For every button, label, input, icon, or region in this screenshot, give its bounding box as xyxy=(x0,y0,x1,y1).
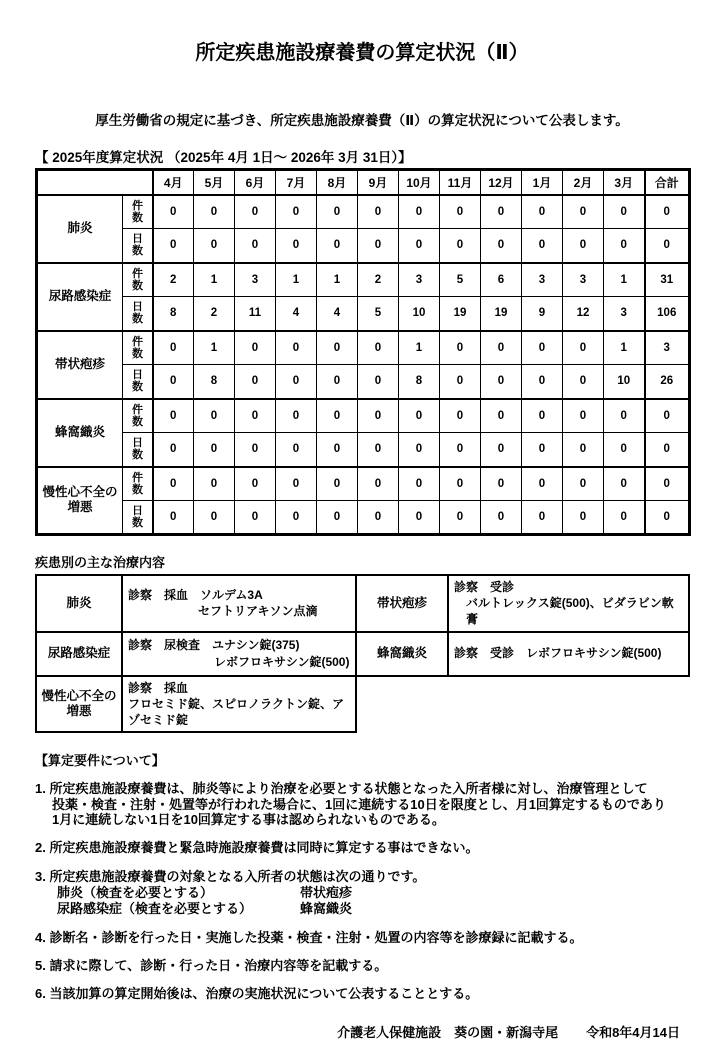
month-column-header: 2月 xyxy=(563,170,604,195)
requirements-section xyxy=(35,753,689,1002)
monthly-total-cell: 0 xyxy=(645,399,690,433)
unit-label-cases: 件数 xyxy=(123,195,153,229)
monthly-value-cell: 0 xyxy=(235,433,276,467)
monthly-value-cell: 0 xyxy=(153,399,194,433)
monthly-table-row xyxy=(37,263,690,297)
monthly-value-cell: 1 xyxy=(604,331,645,365)
month-column-header: 9月 xyxy=(358,170,399,195)
treatment-disease-label: 蜂窩織炎 xyxy=(356,632,448,676)
condition-pair-row xyxy=(35,901,689,916)
unit-label-days: 日数 xyxy=(123,501,153,535)
monthly-value-cell: 0 xyxy=(481,331,522,365)
monthly-value-cell: 0 xyxy=(317,365,358,399)
monthly-value-cell: 9 xyxy=(522,297,563,331)
monthly-value-cell: 0 xyxy=(563,399,604,433)
publish-date: 令和8年4月14日 xyxy=(586,1024,680,1040)
subtitle: 厚生労働省の規定に基づき、所定疾患施設療養費（Ⅱ）の算定状況について公表します。 xyxy=(95,113,629,128)
monthly-table-row xyxy=(37,297,690,331)
monthly-value-cell: 0 xyxy=(276,501,317,535)
treatment-line: 診察 受診 レボフロキサシン錠(500) xyxy=(454,646,662,661)
monthly-value-cell: 0 xyxy=(153,331,194,365)
monthly-value-cell: 0 xyxy=(440,433,481,467)
monthly-value-cell: 2 xyxy=(358,263,399,297)
monthly-value-cell: 3 xyxy=(522,263,563,297)
monthly-value-cell: 0 xyxy=(153,467,194,501)
monthly-table-row xyxy=(37,331,690,365)
monthly-value-cell: 0 xyxy=(153,501,194,535)
monthly-value-cell: 8 xyxy=(399,365,440,399)
treatment-disease-label: 尿路感染症 xyxy=(36,632,122,676)
monthly-value-cell: 0 xyxy=(563,195,604,229)
document-footer xyxy=(0,1022,724,1041)
monthly-value-cell: 0 xyxy=(194,399,235,433)
treatment-detail-cell xyxy=(448,632,689,676)
monthly-total-cell: 0 xyxy=(645,229,690,263)
monthly-value-cell: 0 xyxy=(194,433,235,467)
treatment-detail-cell xyxy=(122,632,356,676)
page-title: 所定疾患施設療養費の算定状況（Ⅱ） xyxy=(195,42,529,64)
monthly-value-cell: 0 xyxy=(317,399,358,433)
monthly-value-cell: 0 xyxy=(399,501,440,535)
monthly-value-cell: 11 xyxy=(235,297,276,331)
monthly-value-cell: 19 xyxy=(440,297,481,331)
monthly-value-cell: 1 xyxy=(399,331,440,365)
monthly-value-cell: 3 xyxy=(399,263,440,297)
monthly-value-cell: 0 xyxy=(358,433,399,467)
requirement-item-4: 4. 診断名・診断を行った日・実施した投薬・検査・注射・処置の内容等を診療録に記載する。 xyxy=(35,929,583,945)
monthly-value-cell: 0 xyxy=(563,365,604,399)
month-column-header: 6月 xyxy=(235,170,276,195)
monthly-value-cell: 0 xyxy=(276,399,317,433)
monthly-total-cell: 0 xyxy=(645,501,690,535)
monthly-value-cell: 3 xyxy=(235,263,276,297)
monthly-value-cell: 1 xyxy=(317,263,358,297)
monthly-value-cell: 0 xyxy=(317,195,358,229)
month-column-header: 4月 xyxy=(153,170,194,195)
monthly-total-cell: 31 xyxy=(645,263,690,297)
total-column-header: 合計 xyxy=(645,170,690,195)
disease-row-label: 尿路感染症 xyxy=(37,263,123,331)
monthly-value-cell: 0 xyxy=(481,365,522,399)
monthly-value-cell: 0 xyxy=(358,501,399,535)
monthly-value-cell: 0 xyxy=(276,331,317,365)
requirement-line: 1. 所定疾患施設療養費は、肺炎等により治療を必要とする状態となった入所者様に対し、治療管理として xyxy=(35,781,648,797)
monthly-value-cell: 0 xyxy=(358,467,399,501)
monthly-value-cell: 1 xyxy=(194,263,235,297)
monthly-value-cell: 0 xyxy=(522,365,563,399)
monthly-table-corner-cell xyxy=(37,170,153,195)
disease-row-label: 蜂窩織炎 xyxy=(37,399,123,467)
month-column-header: 1月 xyxy=(522,170,563,195)
treatment-detail-cell xyxy=(448,575,689,632)
unit-label-days: 日数 xyxy=(123,297,153,331)
monthly-value-cell: 1 xyxy=(604,263,645,297)
monthly-value-cell: 0 xyxy=(522,399,563,433)
monthly-value-cell: 0 xyxy=(153,365,194,399)
month-column-header: 11月 xyxy=(440,170,481,195)
monthly-value-cell: 0 xyxy=(235,467,276,501)
month-column-header: 3月 xyxy=(604,170,645,195)
month-column-header: 8月 xyxy=(317,170,358,195)
monthly-table-row xyxy=(37,365,690,399)
monthly-value-cell: 0 xyxy=(440,501,481,535)
monthly-value-cell: 12 xyxy=(563,297,604,331)
monthly-value-cell: 0 xyxy=(194,467,235,501)
monthly-value-cell: 10 xyxy=(399,297,440,331)
empty-region xyxy=(356,676,689,733)
monthly-value-cell: 0 xyxy=(522,433,563,467)
unit-label-cases: 件数 xyxy=(123,467,153,501)
monthly-value-cell: 0 xyxy=(522,467,563,501)
monthly-value-cell: 0 xyxy=(440,195,481,229)
monthly-value-cell: 6 xyxy=(481,263,522,297)
month-column-header: 7月 xyxy=(276,170,317,195)
monthly-table-row xyxy=(37,229,690,263)
monthly-value-cell: 2 xyxy=(194,297,235,331)
monthly-value-cell: 0 xyxy=(563,433,604,467)
monthly-total-cell: 3 xyxy=(645,331,690,365)
monthly-table-header-row xyxy=(37,170,690,195)
treatment-line: フロセミド錠、スピロノラクトン錠、アゾセミド錠 xyxy=(128,696,345,727)
unit-label-days: 日数 xyxy=(123,433,153,467)
monthly-value-cell: 0 xyxy=(604,399,645,433)
monthly-total-cell: 0 xyxy=(645,195,690,229)
requirement-item-2: 2. 所定疾患施設療養費と緊急時施設療養費は同時に算定する事はできない。 xyxy=(35,840,479,856)
monthly-value-cell: 8 xyxy=(153,297,194,331)
treatment-table-title: 疾患別の主な治療内容 xyxy=(35,555,166,570)
monthly-value-cell: 0 xyxy=(399,195,440,229)
monthly-value-cell: 0 xyxy=(317,331,358,365)
unit-label-cases: 件数 xyxy=(123,399,153,433)
monthly-value-cell: 0 xyxy=(481,229,522,263)
unit-label-cases: 件数 xyxy=(123,331,153,365)
monthly-value-cell: 0 xyxy=(604,467,645,501)
treatment-disease-label: 肺炎 xyxy=(36,575,122,632)
monthly-value-cell: 0 xyxy=(317,229,358,263)
period-header: 【 2025年度算定状況 （2025年 4月 1日～ 2026年 3月 31日）】 xyxy=(35,150,412,165)
monthly-value-cell: 0 xyxy=(563,467,604,501)
monthly-value-cell: 0 xyxy=(235,331,276,365)
monthly-value-cell: 0 xyxy=(604,195,645,229)
monthly-value-cell: 0 xyxy=(276,433,317,467)
monthly-total-cell: 0 xyxy=(645,467,690,501)
treatment-table-row xyxy=(36,676,689,733)
treatment-line: 診察 尿検査 ユナシン錠(375) xyxy=(128,638,300,653)
condition-left: 尿路感染症（検査を必要とする） xyxy=(57,901,253,917)
monthly-value-cell: 3 xyxy=(563,263,604,297)
treatment-disease-label: 帯状疱疹 xyxy=(356,575,448,632)
monthly-value-cell: 0 xyxy=(399,467,440,501)
treatment-line: 診察 採血 xyxy=(128,680,189,695)
treatment-table-row xyxy=(36,632,689,676)
treatment-detail-cell xyxy=(122,676,356,733)
monthly-total-cell: 106 xyxy=(645,297,690,331)
monthly-table-row xyxy=(37,467,690,501)
requirement-item-5: 5. 請求に際して、診断・行った日・治療内容等を記載する。 xyxy=(35,958,388,974)
monthly-value-cell: 0 xyxy=(604,229,645,263)
requirement-line: 1月に連続しない1日を10回算定する事は認められないものである。 xyxy=(52,812,445,828)
monthly-value-cell: 0 xyxy=(604,433,645,467)
treatment-line: レボフロキサシン錠(500) xyxy=(214,654,350,669)
monthly-value-cell: 4 xyxy=(317,297,358,331)
monthly-calculation-table xyxy=(35,168,691,536)
facility-name: 介護老人保健施設 葵の園・新潟寺尾 xyxy=(337,1024,559,1040)
monthly-value-cell: 0 xyxy=(358,399,399,433)
monthly-value-cell: 0 xyxy=(235,365,276,399)
condition-left: 肺炎（検査を必要とする） xyxy=(57,885,214,901)
monthly-value-cell: 0 xyxy=(563,501,604,535)
monthly-value-cell: 0 xyxy=(440,331,481,365)
monthly-value-cell: 0 xyxy=(276,467,317,501)
monthly-value-cell: 0 xyxy=(481,195,522,229)
monthly-value-cell: 0 xyxy=(153,229,194,263)
treatment-line: 診察 採血 ソルデム3A xyxy=(128,588,263,603)
monthly-value-cell: 5 xyxy=(440,263,481,297)
monthly-value-cell: 0 xyxy=(440,229,481,263)
requirement-item-3: 3. 所定疾患施設療養費の対象となる入所者の状態は次の通りです。 xyxy=(35,868,426,884)
monthly-value-cell: 0 xyxy=(522,229,563,263)
monthly-value-cell: 0 xyxy=(194,501,235,535)
unit-label-cases: 件数 xyxy=(123,263,153,297)
monthly-value-cell: 0 xyxy=(481,433,522,467)
monthly-value-cell: 0 xyxy=(563,229,604,263)
monthly-value-cell: 0 xyxy=(440,365,481,399)
monthly-value-cell: 0 xyxy=(194,195,235,229)
monthly-value-cell: 0 xyxy=(317,433,358,467)
monthly-value-cell: 0 xyxy=(235,195,276,229)
monthly-value-cell: 0 xyxy=(276,365,317,399)
monthly-table-row xyxy=(37,433,690,467)
monthly-value-cell: 0 xyxy=(358,331,399,365)
monthly-value-cell: 0 xyxy=(276,195,317,229)
monthly-table-row xyxy=(37,399,690,433)
monthly-value-cell: 0 xyxy=(563,331,604,365)
requirements-heading: 【算定要件について】 xyxy=(35,753,165,769)
requirement-line: 投薬・検査・注射・処置等が行われた場合に、1回に連続する10日を限度とし、月1回算定するものであり xyxy=(52,796,666,812)
unit-label-days: 日数 xyxy=(123,229,153,263)
monthly-value-cell: 8 xyxy=(194,365,235,399)
monthly-table-row xyxy=(37,195,690,229)
treatment-table-row xyxy=(36,575,689,632)
monthly-value-cell: 0 xyxy=(358,195,399,229)
monthly-value-cell: 19 xyxy=(481,297,522,331)
treatment-line: セフトリアキソン点滴 xyxy=(198,604,318,619)
monthly-total-cell: 0 xyxy=(645,433,690,467)
monthly-value-cell: 0 xyxy=(604,501,645,535)
treatment-line: 診察 受診 xyxy=(454,580,515,594)
monthly-value-cell: 0 xyxy=(317,501,358,535)
treatment-table xyxy=(35,574,690,733)
treatment-detail-cell xyxy=(122,575,356,632)
monthly-table-row xyxy=(37,501,690,535)
monthly-value-cell: 2 xyxy=(153,263,194,297)
monthly-value-cell: 0 xyxy=(276,229,317,263)
monthly-value-cell: 0 xyxy=(522,501,563,535)
condition-pair-row xyxy=(35,885,689,900)
condition-right: 蜂窩織炎 xyxy=(300,901,353,917)
monthly-value-cell: 0 xyxy=(481,467,522,501)
monthly-value-cell: 0 xyxy=(358,229,399,263)
monthly-total-cell: 26 xyxy=(645,365,690,399)
monthly-value-cell: 3 xyxy=(604,297,645,331)
unit-label-days: 日数 xyxy=(123,365,153,399)
monthly-value-cell: 1 xyxy=(194,331,235,365)
treatment-disease-label: 慢性心不全の増悪 xyxy=(36,676,122,733)
requirement-item-6: 6. 当該加算の算定開始後は、治療の実施状況について公表することとする。 xyxy=(35,986,479,1002)
monthly-value-cell: 0 xyxy=(522,195,563,229)
monthly-value-cell: 0 xyxy=(440,399,481,433)
monthly-value-cell: 0 xyxy=(399,399,440,433)
monthly-value-cell: 0 xyxy=(481,501,522,535)
treatment-line: バルトレックス錠(500)、ビダラビン軟膏 xyxy=(466,596,674,627)
month-column-header: 10月 xyxy=(399,170,440,195)
monthly-value-cell: 0 xyxy=(440,467,481,501)
requirement-item-1 xyxy=(35,781,689,827)
monthly-value-cell: 0 xyxy=(235,229,276,263)
monthly-value-cell: 1 xyxy=(276,263,317,297)
monthly-value-cell: 5 xyxy=(358,297,399,331)
monthly-value-cell: 0 xyxy=(235,501,276,535)
monthly-value-cell: 0 xyxy=(194,229,235,263)
monthly-value-cell: 0 xyxy=(399,229,440,263)
disease-row-label: 慢性心不全の増悪 xyxy=(37,467,123,535)
monthly-value-cell: 0 xyxy=(235,399,276,433)
monthly-value-cell: 10 xyxy=(604,365,645,399)
monthly-value-cell: 0 xyxy=(358,365,399,399)
monthly-value-cell: 0 xyxy=(153,433,194,467)
month-column-header: 5月 xyxy=(194,170,235,195)
disease-row-label: 肺炎 xyxy=(37,195,123,263)
monthly-value-cell: 4 xyxy=(276,297,317,331)
monthly-value-cell: 0 xyxy=(153,195,194,229)
monthly-value-cell: 0 xyxy=(481,399,522,433)
disease-row-label: 帯状疱疹 xyxy=(37,331,123,399)
monthly-value-cell: 0 xyxy=(522,331,563,365)
condition-right: 帯状疱疹 xyxy=(300,885,353,901)
monthly-value-cell: 0 xyxy=(317,467,358,501)
monthly-value-cell: 0 xyxy=(399,433,440,467)
month-column-header: 12月 xyxy=(481,170,522,195)
